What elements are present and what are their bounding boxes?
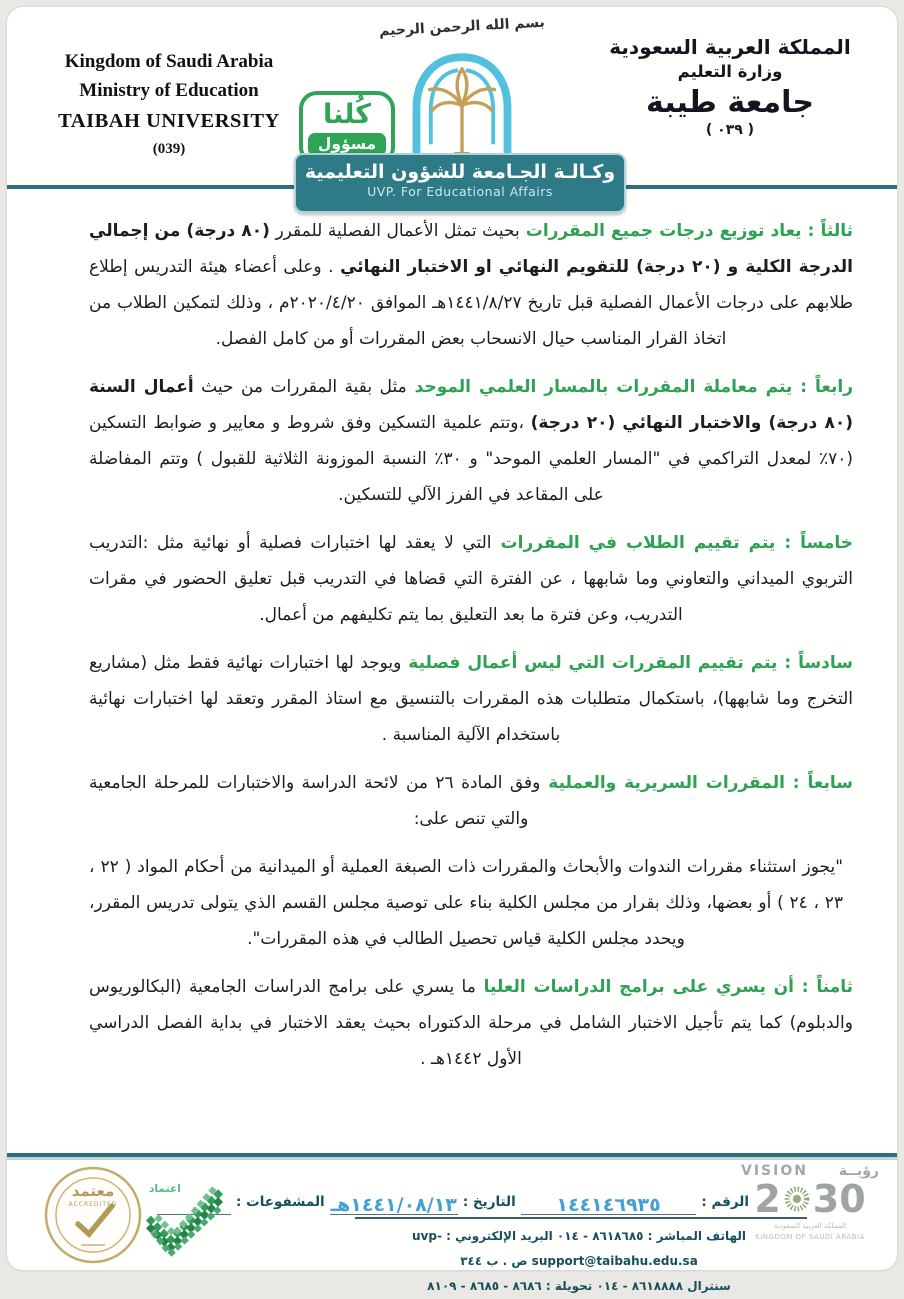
- footer-divider: [7, 1153, 897, 1157]
- paragraph: [89, 969, 853, 1077]
- paragraph: [89, 765, 853, 837]
- footer-reference-fields: [157, 1169, 749, 1215]
- stamp-gold-english: ACCREDITED: [68, 1201, 118, 1208]
- green-check-icon: [141, 1177, 229, 1261]
- paragraph-lead: خامساً : يتم تقييم الطلاب في المقررات: [491, 533, 853, 553]
- paragraph-text: ويوجد لها اختبارات نهائية فقط مثل (مشاريع التخرج وما شابهها)، باستكمال متطلبات هذه المقررات بالتنسيق مع استاذ المقرر وتعقد لها اختبارات نهائية باستخدام الآلية المناسبة .: [89, 653, 853, 745]
- header-ar-university: جامعة طيبة: [646, 85, 814, 120]
- header-ar-ministry: وزارة التعليم: [677, 62, 783, 81]
- paragraph-lead: سادساً : يتم تقييم المقررات التي ليس أعمال فصلية: [401, 653, 853, 673]
- date-label: التاريخ :: [462, 1194, 516, 1210]
- paragraph-text: بحيث تمثل الأعمال الفصلية للمقرر: [269, 221, 520, 241]
- paragraph-text: التي لا يعقد لها اختبارات فصلية أو نهائية مثل :التدريب التربوي الميداني والتعاوني وما شابهها ، عن الفترة التي قضاها في التدريب قبل تعليق الحضور في مقرات التدريب، وعن فترة ما بعد التعليق بما يتم تكليفهم من أعمال.: [89, 533, 853, 625]
- vision-word-en: VISION: [741, 1163, 808, 1179]
- paragraph-text: ما يسري على برامج الدراسات الجامعية (البكالوريوس والدبلوم) كما يتم تأجيل الاختبار الشامل في مرحلة الدكتوراه بحيث يعقد الاختبار في بداية الفصل الدراسي الأول ١٤٤٢هـ .: [89, 977, 853, 1069]
- uvp-banner: [294, 153, 626, 213]
- paragraph-lead: ثامناً : أن يسري على برامج الدراسات العليا: [475, 977, 853, 997]
- paragraph-text: مثل بقية المقررات من حيث: [193, 377, 407, 397]
- vision-subtitle-ar: المملكة العربية السعودية: [774, 1222, 846, 1230]
- banner-arabic-title: وكـالـة الجـامعة للشؤون التعليمية: [304, 161, 616, 183]
- header-en-university: TAIBAH UNIVERSITY: [58, 109, 280, 132]
- header-arabic-block: [601, 35, 859, 138]
- header-ar-country: المملكة العربية السعودية: [609, 35, 851, 59]
- paragraph-text: . وعلى أعضاء هيئة التدريس إطلاع طلابهم على درجات الأعمال الفصلية قبل تاريخ ١٤٤١/٨/٢٧هـ الموافق ٢٠٢٠/٤/٢٠م ، وذلك لتمكين الطلاب من اتخاذ القرار المناسب حيال الانسحاب بعض المقررات أو من كامل الفصل.: [89, 257, 853, 349]
- document-page: [7, 7, 897, 1293]
- accredited-stamp: [43, 1165, 143, 1265]
- bismillah-calligraphy: بسم الله الرحمن الرحيم: [378, 14, 546, 40]
- vision-subtitle: [735, 1221, 885, 1242]
- paragraph-text: وفق المادة ٢٦ من لائحة الدراسة والاختبارات للمرحلة الجامعية والتي تنص على:: [89, 773, 541, 829]
- contact-line-2: سنترال ٨٦١٨٨٨٨ - ٠١٤ تحويلة : ٨٦٨٦ - ٨٦٨٥ - ٨١٠٩: [427, 1279, 731, 1293]
- header-english-block: [25, 47, 313, 161]
- attachments-label: المشفوعات :: [236, 1194, 325, 1210]
- green-check-label: اعتماد: [148, 1182, 182, 1196]
- vision-2030-logo: [735, 1163, 885, 1242]
- green-check-stamp: [141, 1177, 229, 1261]
- contact-line-1: الهاتف المباشر : ٨٦١٨٦٨٥ - ٠١٤ البريد الإلكتروني : uvp-support@taibahu.edu.sa ص . ب ٣٤٤: [412, 1229, 746, 1268]
- paragraph-lead: سابعاً : المقررات السريرية والعملية: [540, 773, 853, 793]
- paragraph-text: "يجوز استثناء مقررات الندوات والأبحاث والمقررات ذات الصبغة العملية أو الميدانية من أحكام المواد ( ٢٢ ، ٢٣ ، ٢٤ ) أو بعضها، وذلك بقرار من مجلس الكلية بناء على توصية مجلس القسم الذي يتولى تدريس المقرر، ويحدد مجلس الكلية قياس تحصيل الطالب في هذه المقررات".: [89, 857, 844, 949]
- vision-year: [735, 1177, 885, 1221]
- quoted-paragraph: [89, 849, 853, 957]
- vision-word-ar: رؤيــة: [838, 1163, 879, 1179]
- header-ar-code: ( ٠٣٩ ): [705, 122, 755, 138]
- paragraph-text: ،وتتم علمية التسكين وفق شروط و معايير و ضوابط التسكين (٧٠٪ لمعدل التراكمي في "المسار العلمي الموحد" و ٣٠٪ النسبة الموزونة الثلاثية للقبول ) وتتم المفاضلة على المقاعد في الفرز الآلي للتسكين.: [89, 413, 853, 505]
- paragraph: [89, 645, 853, 753]
- badge-word-bottom: مسؤول: [308, 133, 386, 156]
- header-en-ministry: Ministry of Education: [79, 80, 259, 102]
- date-value: ١٤٤١/٠٨/١٣هـ: [330, 1194, 457, 1216]
- paragraph: [89, 369, 853, 513]
- paragraph-lead: رابعاً : يتم معاملة المقررات بالمسار العلمي الموحد: [406, 377, 853, 397]
- paragraph: [89, 213, 853, 357]
- stamp-gold-arabic: معتمد: [71, 1182, 115, 1200]
- vision-subtitle-en: KINGDOM OF SAUDI ARABIA: [755, 1232, 865, 1241]
- paragraph-text: (٨٠ درجة) من إجمالي الدرجة الكلية و (٢٠ درجة) للتقويم النهائي او الاختبار النهائي: [89, 221, 853, 277]
- number-value: ١٤٤١٤٦٩٣٥: [556, 1194, 661, 1216]
- date-line: [330, 1192, 458, 1215]
- banner-english-title: UVP. For Educational Affairs: [367, 183, 553, 199]
- vision-emblem-icon: [782, 1184, 812, 1214]
- number-label: الرقم :: [701, 1194, 749, 1210]
- paragraph: [89, 525, 853, 633]
- badge-word-top: كُلنا: [323, 99, 371, 130]
- number-line: [521, 1192, 697, 1215]
- accredited-stamp-icon: [43, 1165, 143, 1265]
- header-en-code: (039): [152, 140, 186, 157]
- header-en-country: Kingdom of Saudi Arabia: [64, 51, 274, 72]
- vision-year-right: 30: [812, 1177, 866, 1221]
- vision-year-left: 2: [754, 1177, 781, 1221]
- body-paragraphs: [89, 213, 853, 1147]
- paragraph-lead: ثالثاً : يعاد توزيع درجات جميع المقررات: [519, 221, 853, 241]
- paragraph-text: أعمال السنة (٨٠ درجة) والاختبار النهائي (٢٠ درجة): [89, 377, 854, 433]
